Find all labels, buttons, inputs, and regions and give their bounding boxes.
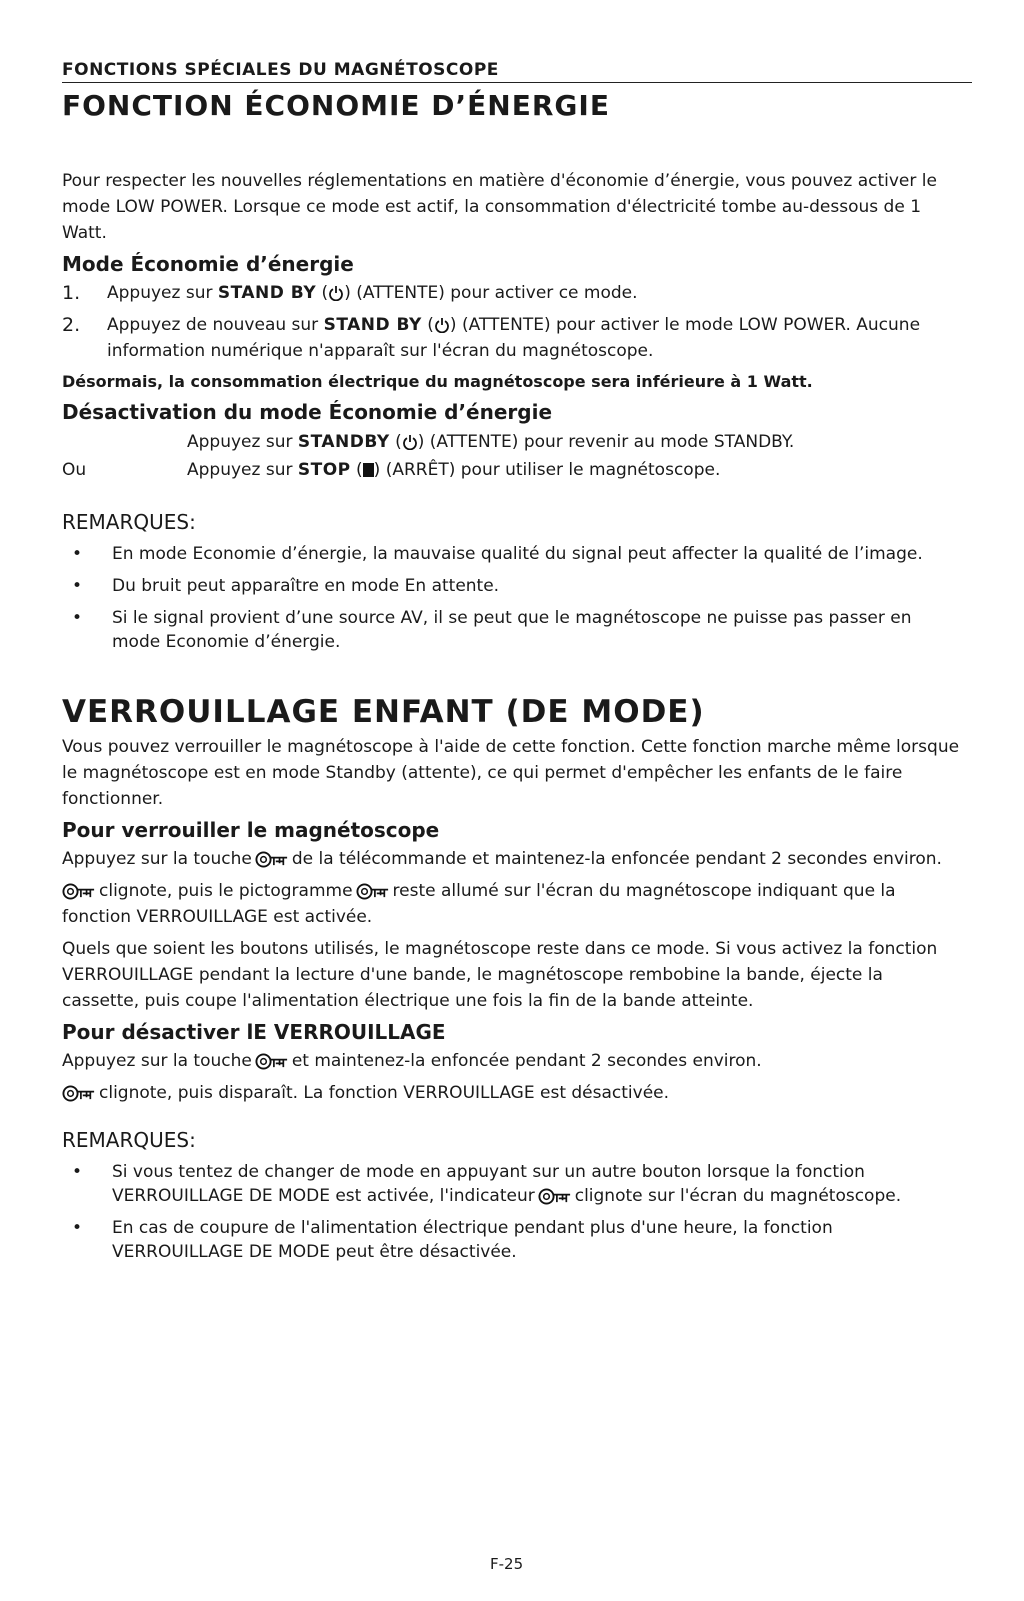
paren-close: ) [449, 315, 457, 335]
bullet: • [72, 1162, 83, 1182]
key-icon [255, 850, 289, 869]
list-item [62, 606, 962, 654]
step-text: Appuyez sur [107, 283, 213, 303]
step-2 [62, 312, 962, 364]
power-icon [328, 285, 344, 301]
page [62, 60, 962, 1272]
para-text: Appuyez sur la touche [62, 1051, 252, 1071]
step-number: 1. [62, 282, 81, 304]
remark-text: Si le signal provient d’une source AV, il se peut que le magnétoscope ne puisse pas passer en mode Economie d’énergie. [112, 608, 912, 652]
bullet: • [72, 576, 83, 596]
deactivate-line-2 [62, 456, 962, 484]
lock-paragraph-1 [62, 846, 962, 872]
para-text: Appuyez sur la touche [62, 849, 252, 869]
power-icon [402, 434, 418, 450]
unlock-paragraph-2 [62, 1080, 962, 1106]
stop-icon [363, 463, 374, 477]
page-number: F-25 [490, 1555, 524, 1573]
energy-remarks [62, 542, 962, 654]
empty-label [62, 428, 187, 456]
key-icon [62, 882, 96, 901]
deactivate-title: Désactivation du mode Économie d’énergie [62, 400, 553, 424]
lock-subtitle: Pour verrouiller le magnétoscope [62, 818, 440, 842]
paren-open: ( [427, 315, 434, 335]
remarks-title: REMARQUES: [62, 510, 196, 534]
paren-open: ( [356, 460, 363, 480]
step-number: 2. [62, 314, 81, 336]
para-text: reste allumé sur l'écran du magnétoscope indiquant que la fonction VERROUILLAGE est activée. [62, 881, 896, 927]
step-text: Appuyez de nouveau sur [107, 315, 319, 335]
deactivate-line-1 [62, 428, 962, 456]
steps-list [62, 280, 962, 364]
remark-text: En cas de coupure de l'alimentation électrique pendant plus d'une heure, la fonction VERROUILLAGE DE MODE peut être désactivée. [112, 1218, 833, 1262]
paren-open: ( [321, 283, 329, 303]
lock-paragraph-2 [62, 878, 962, 930]
paren-open: ( [395, 432, 402, 452]
line-text: ) (ARRÊT) pour utiliser le magnétoscope. [373, 460, 721, 480]
step-1 [62, 280, 962, 306]
lock-remarks [62, 1160, 962, 1264]
lock-title: VERROUILLAGE ENFANT (DE MODE) [62, 694, 705, 730]
list-item [62, 1160, 962, 1208]
remark-text [112, 1160, 962, 1208]
line-text: Appuyez sur [187, 432, 293, 452]
step-text: (ATTENTE) pour activer le mode LOW POWER. Aucune information numérique n'apparaît sur l'écran du magnétoscope. [107, 315, 921, 361]
para-text: clignote, puis disparaît. La fonction VERROUILLAGE est désactivée. [99, 1083, 670, 1103]
lock-intro: Vous pouvez verrouiller le magnétoscope à l'aide de cette fonction. Cette fonction marche même lorsque le magnétoscope est en mode Standby (attente), ce qui permet d'empêcher les enfants de le faire fonctionner. [62, 737, 960, 809]
energy-title: FONCTION ÉCONOMIE D’ÉNERGIE [62, 89, 610, 122]
stop-key-label: STOP [297, 460, 351, 480]
key-icon [356, 882, 390, 901]
lock-paragraph-3: Quels que soient les boutons utilisés, le magnétoscope reste dans ce mode. Si vous activez la fonction VERROUILLAGE pendant la lecture d'une bande, le magnétoscope rembobine la bande, éjecte la cassette, puis coupe l'alimentation électrique une fois la fin de la bande atteinte. [62, 939, 938, 1011]
section-header: FONCTIONS SPÉCIALES DU MAGNÉTOSCOPE [62, 60, 972, 83]
standby-key-label: STAND BY [217, 283, 317, 303]
line-text: ) (ATTENTE) pour revenir au mode STANDBY. [417, 432, 795, 452]
bullet: • [72, 544, 83, 564]
list-item [62, 574, 962, 598]
unlock-subtitle: Pour désactiver lE VERROUILLAGE [62, 1020, 446, 1044]
bullet: • [72, 1218, 83, 1238]
desormais-note: Désormais, la consommation électrique du magnétoscope sera inférieure à 1 Watt. [62, 372, 813, 391]
energy-intro: Pour respecter les nouvelles réglementations en matière d'économie d’énergie, vous pouvez activer le mode LOW POWER. Lorsque ce mode est actif, la consommation d'électricité tombe au-dessous de 1 Watt. [62, 171, 937, 243]
line-text: Appuyez sur [187, 460, 293, 480]
para-text: et maintenez-la enfoncée pendant 2 secondes environ. [291, 1051, 762, 1071]
remark-text: Du bruit peut apparaître en mode En attente. [112, 576, 500, 596]
or-label: Ou [62, 460, 87, 480]
list-item [62, 542, 962, 566]
key-icon [255, 1052, 289, 1071]
standby-key-label: STANDBY [297, 432, 390, 452]
power-icon [434, 317, 450, 333]
remark-part: Si vous tentez de changer de mode en appuyant sur un autre bouton lorsque la fonction VERROUILLAGE DE MODE est activée, l'indicateur [112, 1162, 865, 1206]
paren-close: ) [344, 283, 351, 303]
list-item [62, 1216, 962, 1264]
step-text: (ATTENTE) pour activer ce mode. [356, 283, 638, 303]
standby-key-label: STAND BY [323, 315, 422, 335]
key-icon [62, 1084, 96, 1103]
remark-part: clignote sur l'écran du magnétoscope. [574, 1186, 902, 1206]
remark-text: En mode Economie d’énergie, la mauvaise qualité du signal peut affecter la qualité de l’image. [112, 544, 923, 564]
bullet: • [72, 608, 83, 628]
unlock-paragraph-1 [62, 1048, 962, 1074]
para-text: clignote, puis le pictogramme [99, 881, 353, 901]
mode-title: Mode Économie d’énergie [62, 252, 354, 276]
remarks-title: REMARQUES: [62, 1128, 196, 1152]
para-text: de la télécommande et maintenez-la enfoncée pendant 2 secondes environ. [291, 849, 942, 869]
key-icon [538, 1187, 572, 1206]
